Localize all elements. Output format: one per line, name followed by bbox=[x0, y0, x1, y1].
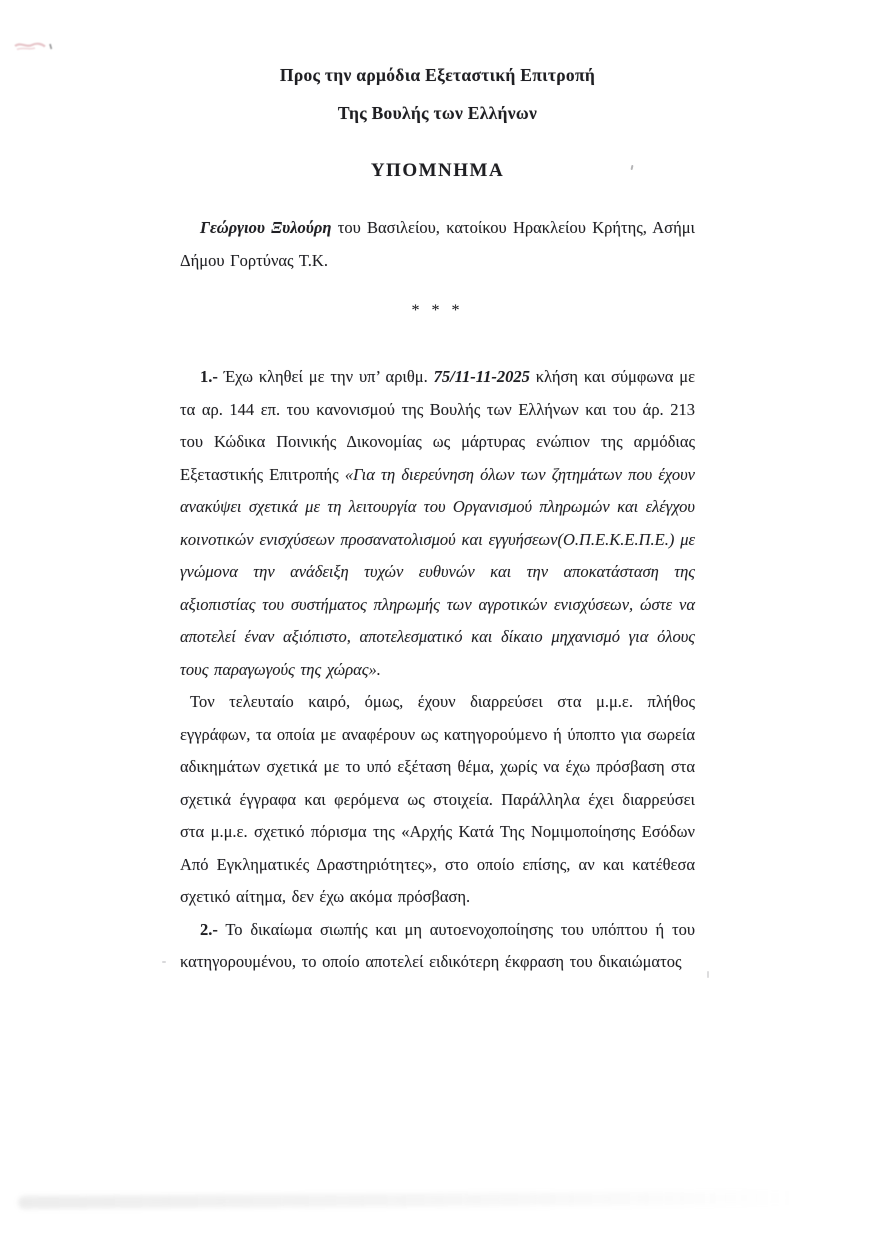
intro-paragraph bbox=[180, 212, 695, 277]
text-run: 2.- bbox=[200, 919, 218, 939]
header-line-2: Της Βουλής των Ελλήνων bbox=[337, 103, 538, 123]
text-run: του Βασιλείου, κατοίκου Ηρακλείου Κρήτης, Ασήμι Δήμου Γορτύνας Τ.Κ. bbox=[180, 218, 695, 270]
text-run: 1.- bbox=[200, 367, 218, 386]
text-run: Έχω κληθεί με την υπ’ αριθμ. bbox=[217, 367, 434, 386]
text-run: «Για τη διερεύνηση όλων των ζητημάτων που έχουν ανακύψει σχετικά με τη λειτουργία του Οργανισμού πληρωμών και ελέγχου κοινοτικών ενισχύσεων προσανατολισμού και εγγυήσεων(Ο.Π.Ε.Κ.Ε.Π.Ε.) με γνώμονα την ανάδειξη τυχών ευθυνών και την αποκατάσταση της αξιοπιστίας του συστήματος πληρωμής των αγροτικών ενισχύσεων, ώστε να αποτελεί έναν αξιόπιστο, αποτελεσματικό και δίκαιο μηχανισμό για όλους τους παραγωγούς της χώρας». bbox=[180, 464, 695, 679]
separator-asterisks: * * * bbox=[411, 302, 464, 319]
scan-speck bbox=[707, 971, 709, 978]
text-run: 75/11-11-2025 bbox=[433, 367, 530, 386]
text-run: Γεώργιου Ξυλούρη bbox=[200, 218, 332, 237]
paragraph-1 bbox=[180, 361, 695, 686]
scan-speck bbox=[162, 961, 166, 963]
paragraph-3 bbox=[180, 914, 695, 979]
text-run: Το δικαίωμα σιωπής και μη αυτοενοχοποίησης του υπόπτου ή του κατηγορουμένου, το οποίο αποτελεί ειδικότερη έκφραση του δικαιώματος bbox=[180, 919, 695, 971]
text-run: κλήση και σύμφωνα με τα αρ. 144 επ. του κανονισμού της Βουλής των Ελλήνων και του άρ. 213 του Κώδικα Ποινικής Δικονομίας ως μάρτυρας ενώπιον της αρμόδιας Εξεταστικής Επιτροπής bbox=[180, 367, 696, 484]
document-body bbox=[180, 212, 695, 979]
header-line-1: Προς την αρμόδια Εξεταστική Επιτροπή bbox=[279, 65, 596, 85]
text-run: Τον τελευταίο καιρό, όμως, έχουν διαρρεύσει στα μ.μ.ε. πλήθος εγγράφων, τα οποία με αναφέρουν ως κατηγορούμενο ή ύποπτο για σωρεία αδικημάτων σχετικά με το υπό εξέταση θέμα, χωρίς να έχω πρόσβαση στα σχετικά έγγραφα και φερόμενα ως στοιχεία. Παράλληλα έχει διαρρεύσει στα μ.μ.ε. σχετικό πόρισμα της «Αρχής Κατά Της Νομιμοποίησης Εσόδων Από Εγκληματικές Δραστηριότητες», στο οποίο επίσης, αν και κατέθεσα σχετικό αίτημα, δεν έχω ακόμα πρόσβαση. bbox=[180, 692, 696, 906]
pencil-mark bbox=[12, 36, 60, 56]
paragraph-2 bbox=[180, 686, 695, 914]
document-title: ΥΠΟΜΝΗΜΑ bbox=[370, 160, 505, 181]
